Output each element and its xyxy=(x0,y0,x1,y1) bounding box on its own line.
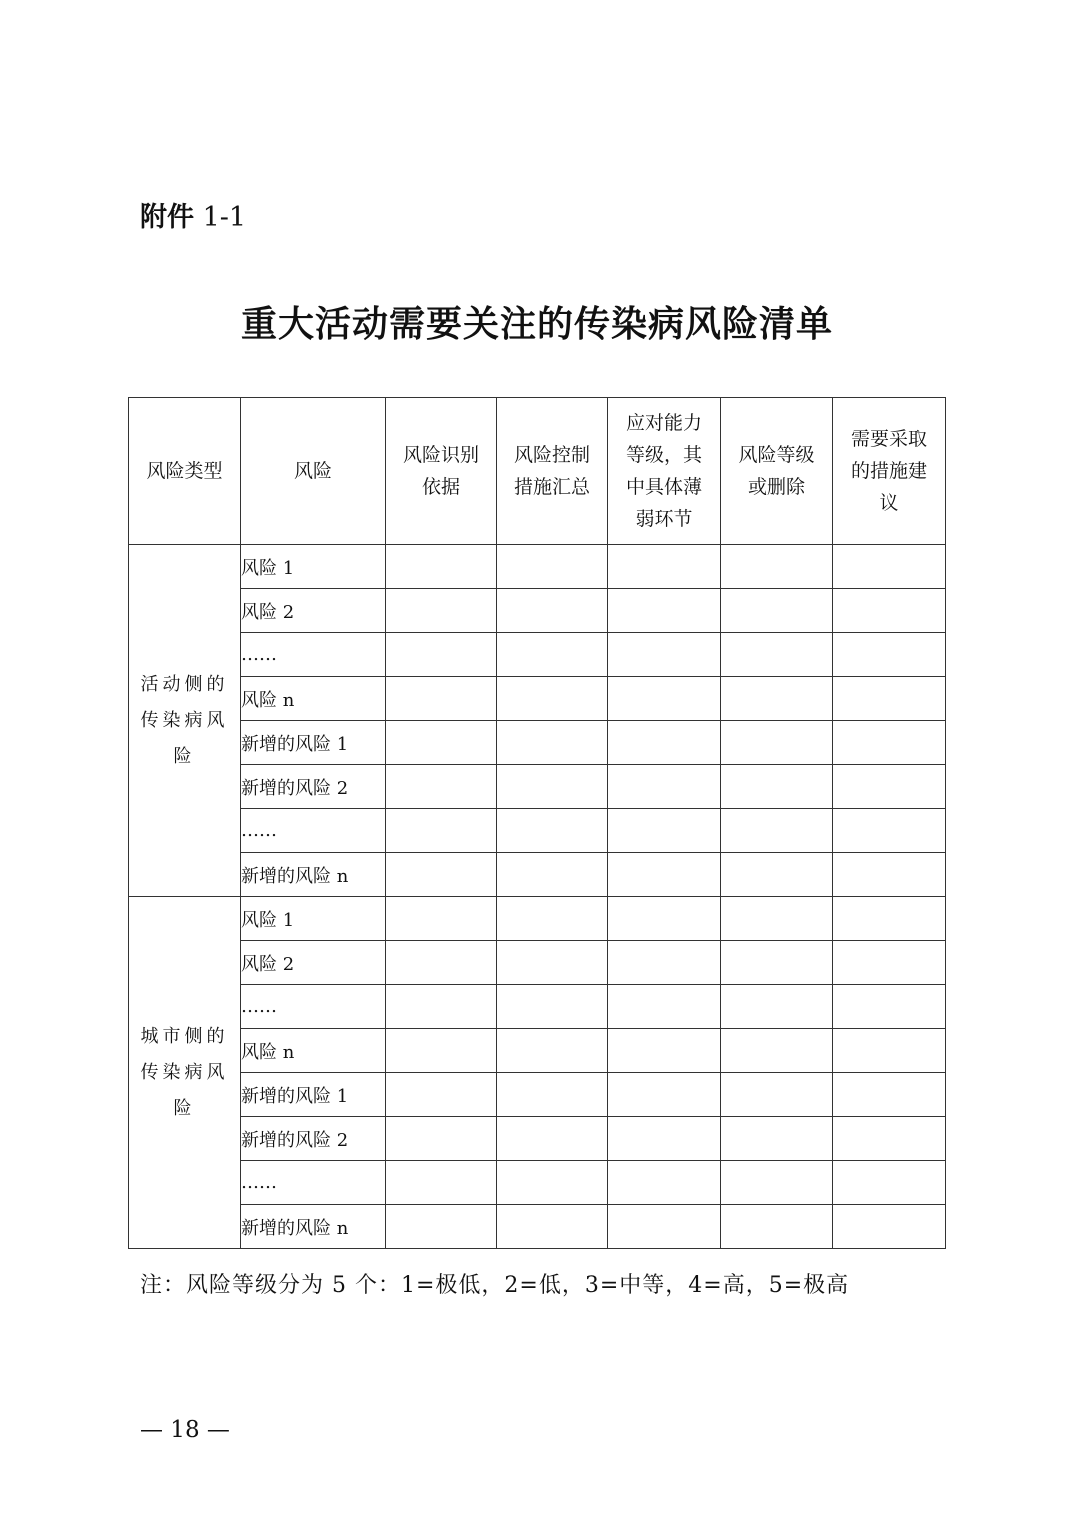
empty-cell xyxy=(608,589,721,633)
table-row xyxy=(129,1205,946,1249)
empty-cell xyxy=(386,985,497,1029)
empty-cell xyxy=(497,677,608,721)
risk-name-cell: 新增的风险 1 xyxy=(241,1073,386,1117)
risk-name-cell: 风险 1 xyxy=(241,897,386,941)
risk-name-cell: …… xyxy=(241,633,386,677)
empty-cell xyxy=(833,941,946,985)
empty-cell xyxy=(608,1161,721,1205)
empty-cell xyxy=(833,545,946,589)
header-risk-level-or-delete: 风险等级或删除 xyxy=(721,398,833,545)
risk-name-cell: 风险 2 xyxy=(241,589,386,633)
empty-cell xyxy=(833,633,946,677)
empty-cell xyxy=(497,897,608,941)
risk-category-label: 城市侧的传染病风险 xyxy=(140,1025,229,1119)
empty-cell xyxy=(721,677,833,721)
empty-cell xyxy=(721,1073,833,1117)
risk-name-cell: 风险 1 xyxy=(241,545,386,589)
empty-cell xyxy=(721,545,833,589)
empty-cell xyxy=(721,897,833,941)
empty-cell xyxy=(497,809,608,853)
empty-cell xyxy=(608,721,721,765)
risk-name-cell: 风险 2 xyxy=(241,941,386,985)
empty-cell xyxy=(833,1029,946,1073)
table-row xyxy=(129,633,946,677)
risk-name-cell: …… xyxy=(241,809,386,853)
empty-cell xyxy=(833,1117,946,1161)
empty-cell xyxy=(833,853,946,897)
empty-cell xyxy=(386,1073,497,1117)
attachment-number: 1-1 xyxy=(194,202,247,233)
empty-cell xyxy=(497,1029,608,1073)
empty-cell xyxy=(386,1161,497,1205)
table-row xyxy=(129,1073,946,1117)
empty-cell xyxy=(833,677,946,721)
table-row xyxy=(129,941,946,985)
risk-category-cell xyxy=(129,545,241,897)
empty-cell xyxy=(386,853,497,897)
empty-cell xyxy=(721,1029,833,1073)
empty-cell xyxy=(386,589,497,633)
empty-cell xyxy=(386,1205,497,1249)
empty-cell xyxy=(608,1117,721,1161)
risk-name-cell: 风险 n xyxy=(241,1029,386,1073)
empty-cell xyxy=(497,633,608,677)
empty-cell xyxy=(721,721,833,765)
empty-cell xyxy=(497,721,608,765)
attachment-label xyxy=(140,198,246,238)
empty-cell xyxy=(721,985,833,1029)
empty-cell xyxy=(721,1161,833,1205)
table-body xyxy=(129,545,946,1249)
empty-cell xyxy=(608,765,721,809)
empty-cell xyxy=(721,765,833,809)
empty-cell xyxy=(497,941,608,985)
empty-cell xyxy=(497,765,608,809)
empty-cell xyxy=(497,589,608,633)
risk-list-table xyxy=(128,397,946,1249)
header-suggested-measures: 需要采取的措施建议 xyxy=(833,398,946,545)
empty-cell xyxy=(497,545,608,589)
empty-cell xyxy=(608,1029,721,1073)
table-row xyxy=(129,809,946,853)
empty-cell xyxy=(833,721,946,765)
empty-cell xyxy=(608,545,721,589)
table-header-row xyxy=(129,398,946,545)
empty-cell xyxy=(833,985,946,1029)
empty-cell xyxy=(721,1205,833,1249)
empty-cell xyxy=(386,677,497,721)
empty-cell xyxy=(833,1161,946,1205)
empty-cell xyxy=(386,1117,497,1161)
empty-cell xyxy=(833,809,946,853)
risk-name-cell: 新增的风险 1 xyxy=(241,721,386,765)
empty-cell xyxy=(497,1205,608,1249)
empty-cell xyxy=(833,1073,946,1117)
header-response-capability-level: 应对能力等级，其中具体薄弱环节 xyxy=(608,398,721,545)
empty-cell xyxy=(721,633,833,677)
risk-name-cell: …… xyxy=(241,1161,386,1205)
empty-cell xyxy=(833,765,946,809)
table-row xyxy=(129,589,946,633)
empty-cell xyxy=(833,589,946,633)
table-row xyxy=(129,1117,946,1161)
risk-name-cell: 新增的风险 n xyxy=(241,1205,386,1249)
empty-cell xyxy=(497,1117,608,1161)
empty-cell xyxy=(721,853,833,897)
empty-cell xyxy=(497,985,608,1029)
table-row xyxy=(129,545,946,589)
empty-cell xyxy=(497,1161,608,1205)
table-row xyxy=(129,985,946,1029)
empty-cell xyxy=(608,633,721,677)
table-row xyxy=(129,765,946,809)
empty-cell xyxy=(497,853,608,897)
empty-cell xyxy=(608,1073,721,1117)
table-row xyxy=(129,677,946,721)
empty-cell xyxy=(386,897,497,941)
footnote: 注：风险等级分为 5 个：1=极低，2=低，3=中等，4=高，5=极高 xyxy=(140,1273,850,1298)
empty-cell xyxy=(608,809,721,853)
empty-cell xyxy=(721,1117,833,1161)
empty-cell xyxy=(608,941,721,985)
empty-cell xyxy=(386,809,497,853)
header-risk-control-measures: 风险控制措施汇总 xyxy=(497,398,608,545)
empty-cell xyxy=(608,897,721,941)
table-row xyxy=(129,721,946,765)
page-number: — 18 — xyxy=(140,1417,230,1443)
table-row xyxy=(129,853,946,897)
table-row xyxy=(129,1161,946,1205)
empty-cell xyxy=(386,941,497,985)
risk-name-cell: 新增的风险 n xyxy=(241,853,386,897)
risk-name-cell: …… xyxy=(241,985,386,1029)
empty-cell xyxy=(386,545,497,589)
risk-name-cell: 风险 n xyxy=(241,677,386,721)
risk-category-label: 活动侧的传染病风险 xyxy=(140,673,229,767)
header-risk-type: 风险类型 xyxy=(129,398,241,545)
empty-cell xyxy=(721,941,833,985)
table-row xyxy=(129,1029,946,1073)
risk-name-cell: 新增的风险 2 xyxy=(241,765,386,809)
header-risk: 风险 xyxy=(241,398,386,545)
empty-cell xyxy=(497,1073,608,1117)
header-risk-identification-basis: 风险识别依据 xyxy=(386,398,497,545)
empty-cell xyxy=(386,721,497,765)
empty-cell xyxy=(721,589,833,633)
empty-cell xyxy=(608,1205,721,1249)
risk-name-cell: 新增的风险 2 xyxy=(241,1117,386,1161)
empty-cell xyxy=(608,853,721,897)
attachment-prefix: 附件 xyxy=(140,202,194,233)
empty-cell xyxy=(608,985,721,1029)
empty-cell xyxy=(608,677,721,721)
empty-cell xyxy=(386,633,497,677)
risk-category-cell xyxy=(129,897,241,1249)
empty-cell xyxy=(833,1205,946,1249)
empty-cell xyxy=(386,1029,497,1073)
empty-cell xyxy=(386,765,497,809)
empty-cell xyxy=(721,809,833,853)
empty-cell xyxy=(833,897,946,941)
table-row xyxy=(129,897,946,941)
document-title: 重大活动需要关注的传染病风险清单 xyxy=(240,304,833,345)
